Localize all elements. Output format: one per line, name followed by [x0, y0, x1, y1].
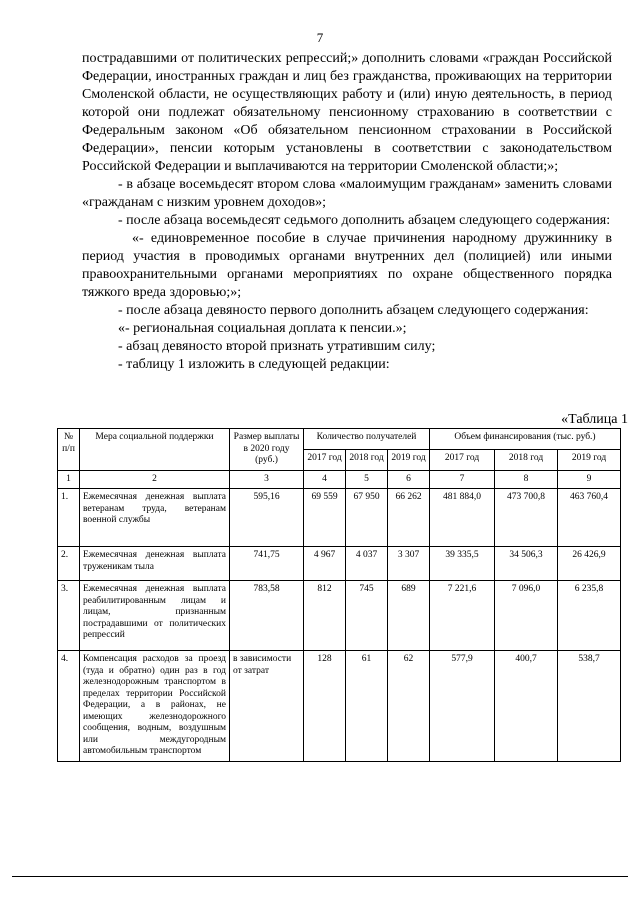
paragraph: «- единовременное пособие в случае причинения народному дружиннику в период участия в проводимых органами внутренних дел (полицией) или иными правоохранительными органами мероприятиях по охране общественного порядка тяжкого вреда здоровью;»; — [82, 231, 612, 300]
row-num: 3. — [58, 581, 80, 651]
table-row — [58, 581, 621, 651]
social-support-table — [57, 428, 621, 762]
paragraph: - после абзаца девяносто первого дополнить абзацем следующего содержания: — [118, 303, 589, 318]
table-row — [58, 651, 621, 762]
row-funding-2019: 26 426,9 — [558, 547, 621, 581]
column-number-row — [58, 470, 621, 489]
row-funding-2017: 39 335,5 — [430, 547, 495, 581]
header-funding-2017: 2017 год — [430, 449, 495, 470]
table-row — [58, 489, 621, 547]
paragraph: - таблицу 1 изложить в следующей редакции: — [118, 357, 390, 372]
column-number: 2 — [80, 470, 230, 489]
column-number: 5 — [346, 470, 388, 489]
table-row — [58, 547, 621, 581]
row-amount: в зависимости от затрат — [230, 651, 304, 762]
header-recipients-2019: 2019 год — [388, 449, 430, 470]
column-number: 6 — [388, 470, 430, 489]
row-recipients-2018: 4 037 — [346, 547, 388, 581]
header-funding: Объем финансирования (тыс. руб.) — [430, 429, 621, 450]
row-amount: 783,58 — [230, 581, 304, 651]
column-number: 4 — [304, 470, 346, 489]
body-text — [82, 50, 612, 374]
header-funding-2019: 2019 год — [558, 449, 621, 470]
page-number: 7 — [316, 30, 324, 45]
paragraph: - абзац девяносто второй признать утратившим силу; — [118, 339, 436, 354]
column-number: 3 — [230, 470, 304, 489]
row-recipients-2017: 69 559 — [304, 489, 346, 547]
column-number: 1 — [58, 470, 80, 489]
paragraph: - в абзаце восемьдесят втором слова «малоимущим гражданам» заменить словами «гражданам с низким уровнем доходов»; — [82, 177, 612, 210]
bottom-rule — [12, 876, 628, 877]
header-recipients-2017: 2017 год — [304, 449, 346, 470]
row-measure: Компенсация расходов за проезд (туда и обратно) один раз в год железнодорожным транспортом в пределах территории Российской Федерации, а в районах, не имеющих железнодорожного сообщения, водным, воздушным или междугородным автомобильным транспортом — [80, 651, 230, 762]
row-funding-2018: 473 700,8 — [495, 489, 558, 547]
header-num: № п/п — [58, 429, 80, 471]
row-recipients-2017: 4 967 — [304, 547, 346, 581]
header-recipients-2018: 2018 год — [346, 449, 388, 470]
row-funding-2019: 538,7 — [558, 651, 621, 762]
row-recipients-2019: 3 307 — [388, 547, 430, 581]
row-measure: Ежемесячная денежная выплата ветеранам труда, ветеранам военной службы — [80, 489, 230, 547]
row-funding-2017: 481 884,0 — [430, 489, 495, 547]
row-funding-2018: 400,7 — [495, 651, 558, 762]
row-recipients-2019: 689 — [388, 581, 430, 651]
header-amount: Размер выплаты в 2020 году (руб.) — [230, 429, 304, 471]
row-recipients-2017: 128 — [304, 651, 346, 762]
row-num: 1. — [58, 489, 80, 547]
row-funding-2018: 7 096,0 — [495, 581, 558, 651]
header-recipients: Количество получателей — [304, 429, 430, 450]
header-funding-2018: 2018 год — [495, 449, 558, 470]
paragraph: «- региональная социальная доплата к пенсии.»; — [118, 321, 407, 336]
row-amount: 595,16 — [230, 489, 304, 547]
row-num: 4. — [58, 651, 80, 762]
row-recipients-2018: 67 950 — [346, 489, 388, 547]
column-number: 8 — [495, 470, 558, 489]
row-recipients-2019: 62 — [388, 651, 430, 762]
row-funding-2019: 463 760,4 — [558, 489, 621, 547]
header-measure: Мера социальной поддержки — [80, 429, 230, 471]
column-number: 9 — [558, 470, 621, 489]
row-num: 2. — [58, 547, 80, 581]
row-measure: Ежемесячная денежная выплата труженикам тыла — [80, 547, 230, 581]
paragraph: пострадавшими от политических репрессий;» дополнить словами «граждан Российской Федерации, иностранных граждан и лиц без гражданства, проживающих на территории Смоленской области, не осуществляющих работу и (или) иную деятельность, в период которой они подлежат обязательному пенсионному страхованию в соответствии с Федеральным законом «Об обязательном пенсионном страховании в Российской Федерации», пенсии которым установлены в соответствии с законодательством Российской Федерации и выплачиваются на территории Смоленской области;»; — [82, 51, 612, 174]
row-measure: Ежемесячная денежная выплата реабилитированным лицам и лицам, признанным пострадавшими от политических репрессий — [80, 581, 230, 651]
row-recipients-2018: 61 — [346, 651, 388, 762]
column-number: 7 — [430, 470, 495, 489]
row-recipients-2018: 745 — [346, 581, 388, 651]
row-funding-2019: 6 235,8 — [558, 581, 621, 651]
table-caption: «Таблица 1 — [561, 412, 628, 427]
row-recipients-2019: 66 262 — [388, 489, 430, 547]
row-recipients-2017: 812 — [304, 581, 346, 651]
row-amount: 741,75 — [230, 547, 304, 581]
paragraph: - после абзаца восемьдесят седьмого дополнить абзацем следующего содержания: — [118, 213, 611, 228]
row-funding-2018: 34 506,3 — [495, 547, 558, 581]
row-funding-2017: 7 221,6 — [430, 581, 495, 651]
row-funding-2017: 577,9 — [430, 651, 495, 762]
